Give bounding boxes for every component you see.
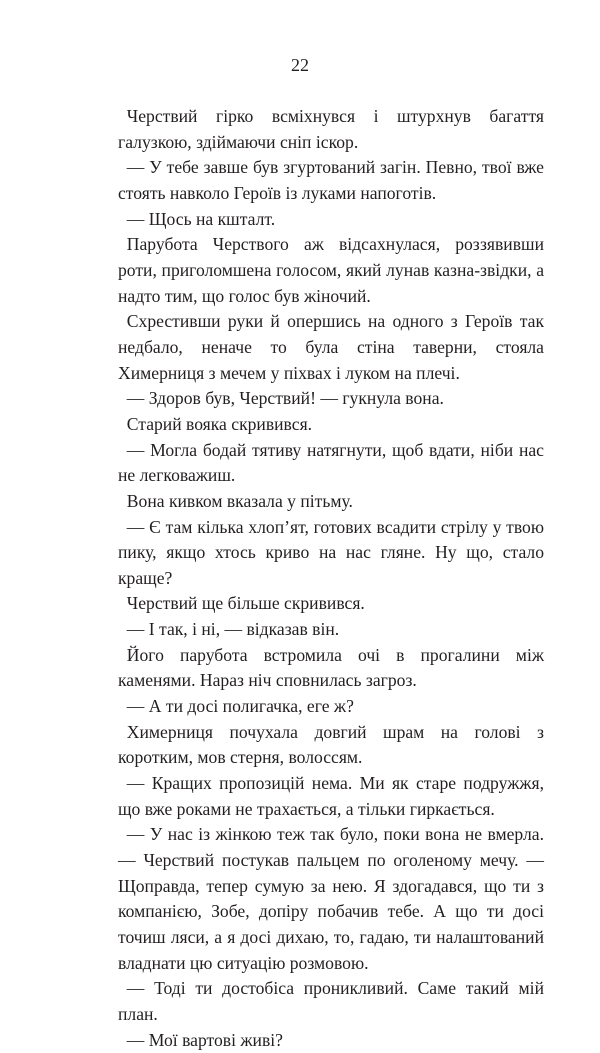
paragraph: — Мої вартові живі? (126, 1029, 283, 1050)
paragraph: — У тебе завше був згуртований загін. Певно, твої вже стоять навколо Героїв із луками напоготів. (118, 157, 544, 203)
paragraph: — Тоді ти достобіса проникливий. Саме такий мій план. (118, 978, 544, 1024)
paragraph: — І так, і ні, — відказав він. (126, 619, 340, 640)
paragraph: — Здоров був, Черствий! — гукнула вона. (126, 388, 444, 409)
paragraph: Черствий гірко всміхнувся і штурхнув багаття галузкою, здіймаючи сніп іскор. (118, 106, 544, 152)
paragraph: Старий вояка скривився. (126, 413, 313, 434)
paragraph: Його парубота встромила очі в прогалини між каменями. Нараз ніч сповнилась загроз. (118, 644, 544, 691)
body-text (118, 104, 544, 1053)
paragraph: Черствий ще більше скривився. (126, 593, 365, 614)
paragraph: Схрестивши руки й опершись на одного з Героїв так недбало, неначе то була стіна таверни, стояла Химерниця з мечем у піхвах і луком на плечі. (118, 311, 544, 383)
page-number: 22 (291, 55, 309, 75)
paragraph: — У нас із жінкою теж так було, поки вона не вмерла. — Черствий постукав пальцем по оголеному мечу. — Щоправда, тепер сумую за нею. Я здогадався, що ти з компанією, Зобе, допіру побачив тебе. А що ти досі точиш ляси, а я досі дихаю, то, гадаю, ти налаштований владнати цю ситуацію розмовою. (118, 824, 544, 973)
paragraph: — Є там кілька хлоп’ят, готових всадити стрілу у твою пику, якщо хтось криво на нас гляне. Ну що, стало краще? (118, 516, 544, 588)
paragraph: Химерниця почухала довгий шрам на голові з коротким, мов стерня, волоссям. (118, 721, 544, 768)
paragraph: Парубота Черствого аж відсахнулася, роззявивши роти, приголомшена голосом, який лунав казна-звідки, а надто тим, що голос був жіночий. (118, 234, 544, 306)
paragraph: — Могла бодай тятиву натягнути, щоб вдати, ніби нас не легковажиш. (118, 439, 544, 486)
paragraph: — Кращих пропозицій нема. Ми як старе подружжя, що вже роками не трахається, а тільки гиркається. (118, 773, 544, 819)
paragraph: — Щось на кшталт. (126, 208, 276, 229)
paragraph: — А ти досі полигачка, еге ж? (126, 696, 354, 717)
paragraph: Вона кивком вказала у пітьму. (126, 490, 353, 511)
